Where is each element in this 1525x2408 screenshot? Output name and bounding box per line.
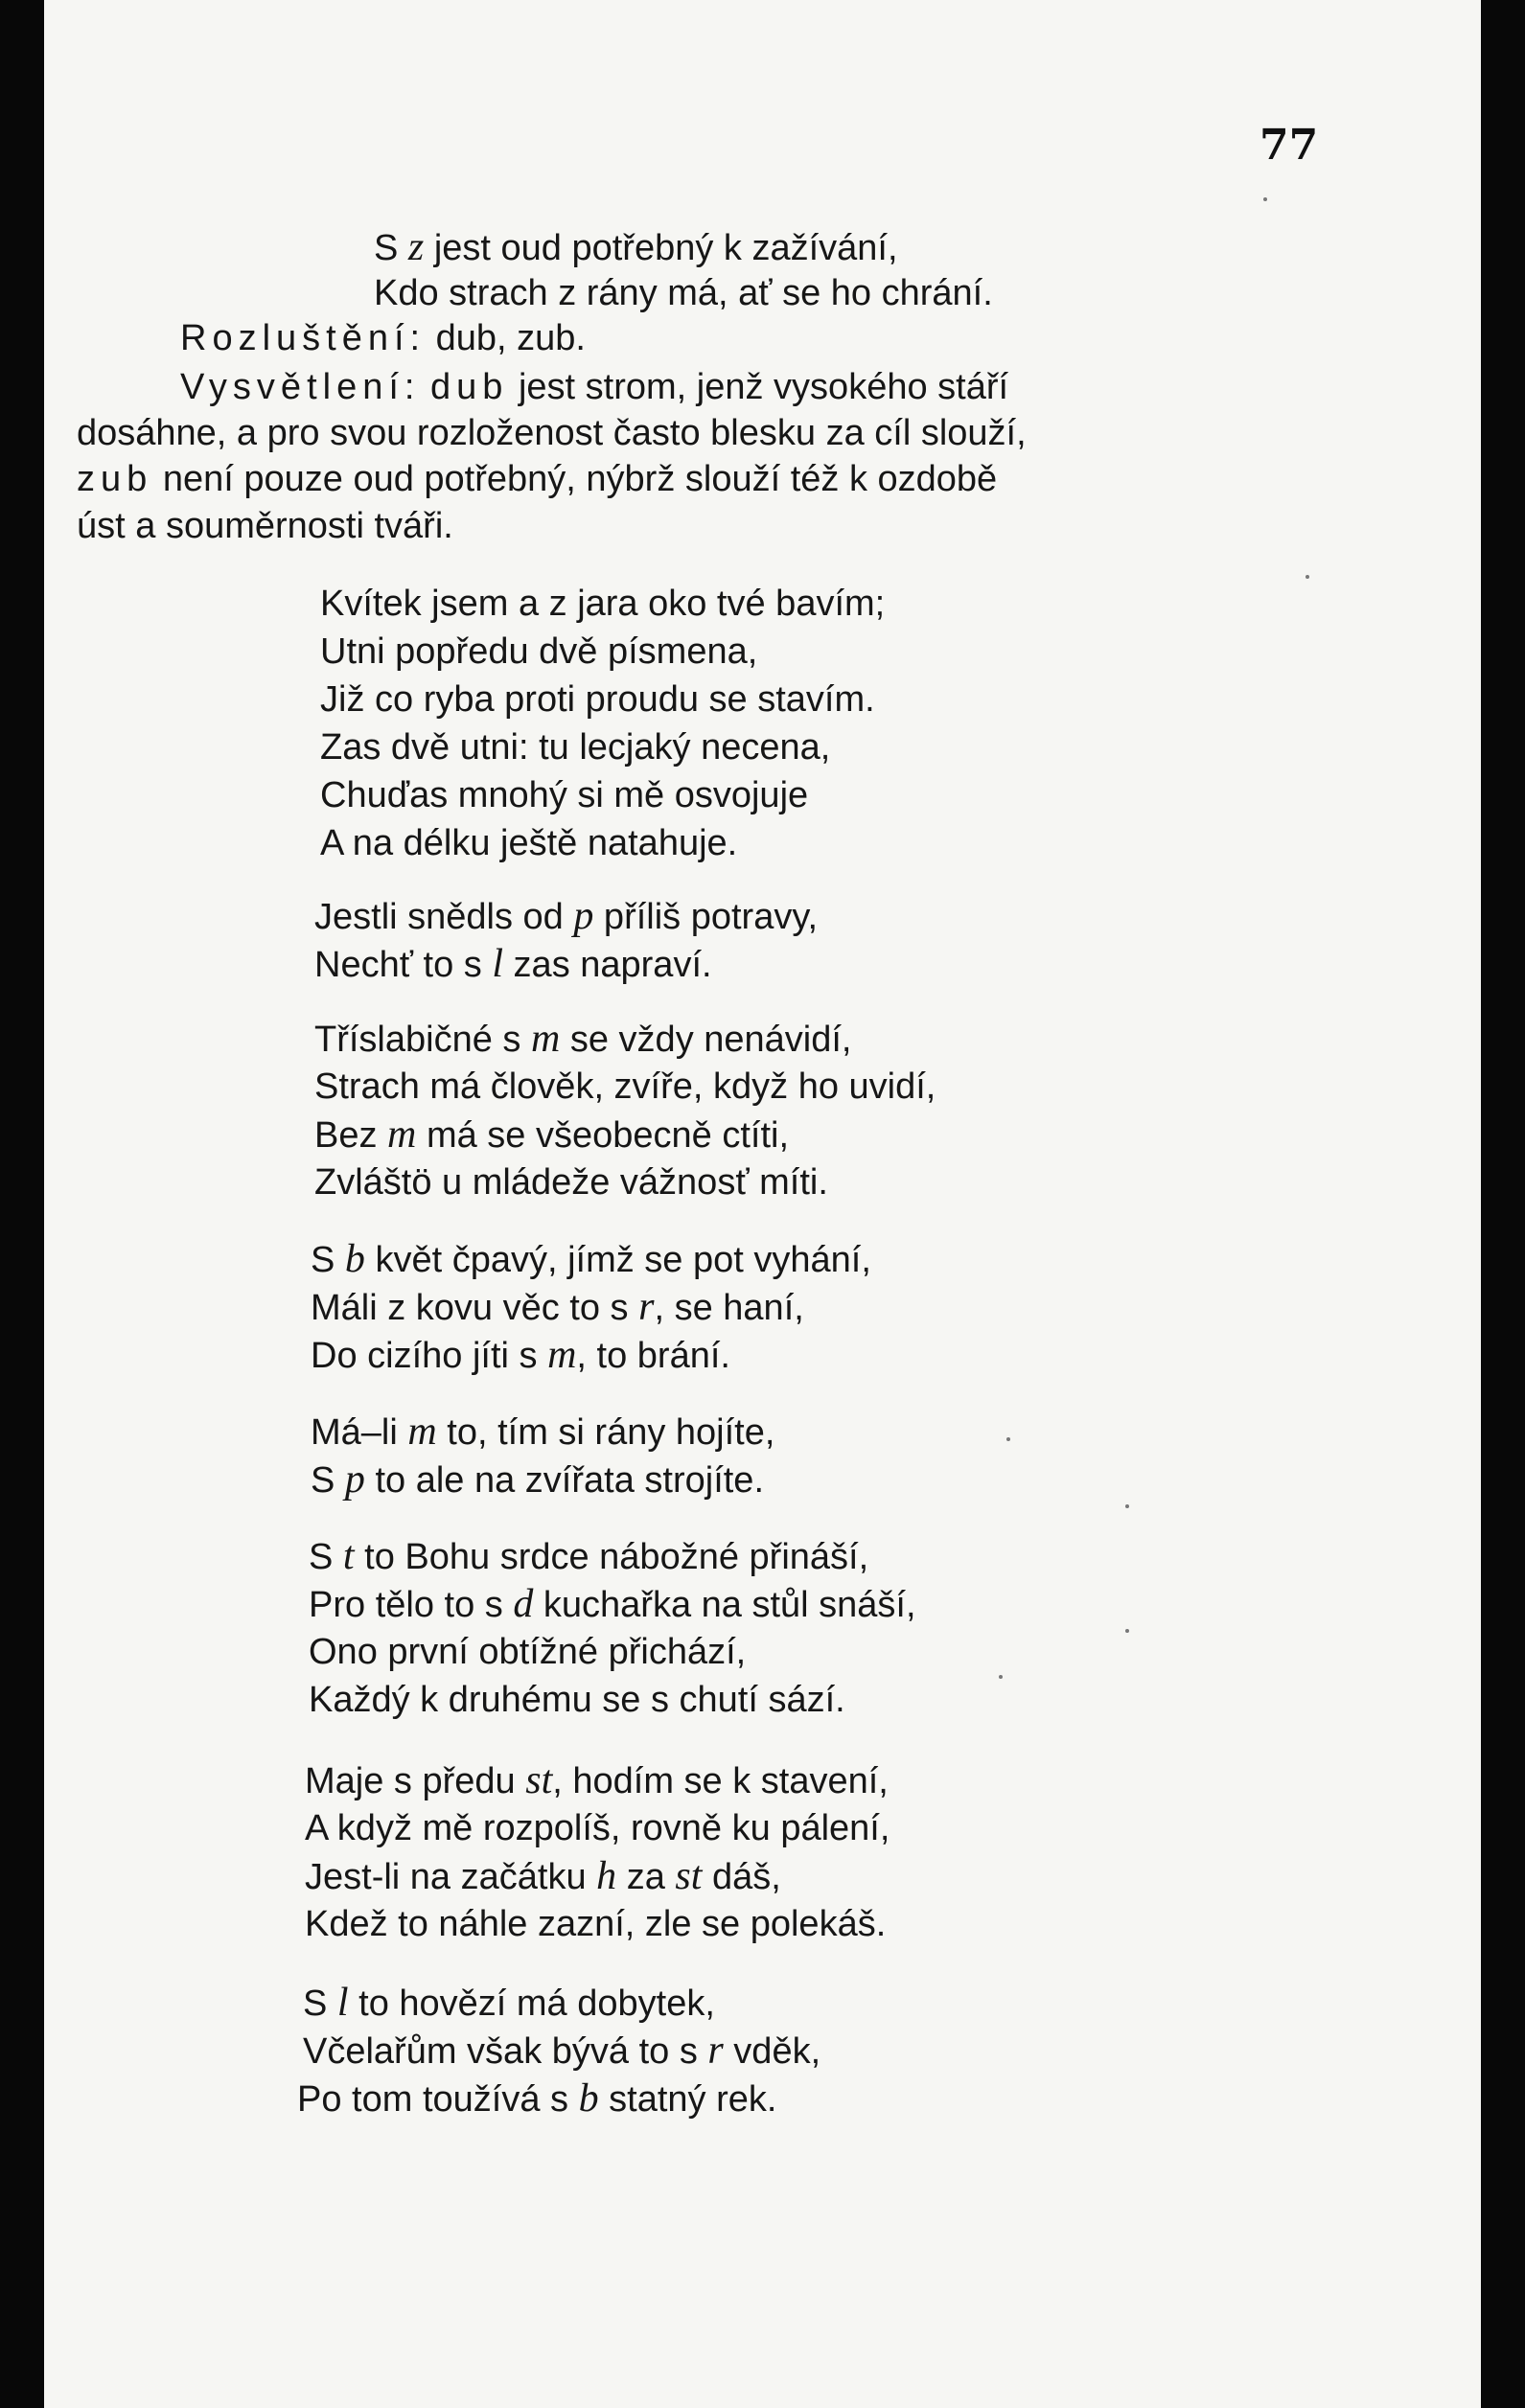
solution-label: Rozluštění: (180, 318, 427, 358)
riddle7-line-2: A když mě rozpolíš, rovně ku pálení, (305, 1808, 890, 1848)
book-page (44, 0, 1481, 2408)
riddle2-line-2: Nechť to s l zas napraví. (314, 942, 712, 986)
scan-speck (1125, 1629, 1129, 1633)
riddle7-line-1: Maje s předu st, hodím se k stavení, (305, 1758, 889, 1802)
scan-speck (999, 1675, 1003, 1679)
riddle1-line-1: Kvítek jsem a z jara oko tvé bavím; (320, 584, 886, 624)
riddle4-line-3: Do cizího jíti s m, to brání. (311, 1333, 730, 1377)
left-scan-border (0, 0, 44, 2408)
riddle6-line-2: Pro tělo to s d kuchařka na stůl snáší, (309, 1582, 916, 1626)
riddle7-line-3: Jest-li na začátku h za st dáš, (305, 1854, 781, 1898)
riddle4-line-2: Máli z kovu věc to s r, se haní, (311, 1285, 804, 1329)
right-scan-border (1481, 0, 1525, 2408)
riddle5-line-1: Má–li m to, tím si rány hojíte, (311, 1410, 775, 1454)
riddle8-line-3: Po tom toužívá s b statný rek. (297, 2076, 777, 2121)
riddle6-line-3: Ono první obtížné přichází, (309, 1632, 747, 1672)
solution-line: Rozluštění: dub, zub. (180, 318, 586, 358)
riddle6-line-1: S t to Bohu srdce nábožné přináší, (309, 1534, 869, 1578)
explanation-line-3: zub není pouze oud potřebný, nýbrž slouží též k ozdobě (77, 459, 998, 499)
riddle3-line-4: Zvláštö u mládeže vážnosť míti. (314, 1162, 828, 1203)
riddle7-line-4: Kdež to náhle zazní, zle se polekáš. (305, 1904, 887, 1944)
scan-speck (1006, 1437, 1010, 1441)
riddle1-line-3: Již co ryba proti proudu se stavím. (320, 679, 875, 720)
explanation-line-4: úst a souměrnosti tváři. (77, 506, 453, 546)
riddle6-line-4: Každý k druhému se s chutí sází. (309, 1680, 845, 1720)
riddle3-line-2: Strach má člověk, zvíře, když ho uvidí, (314, 1066, 936, 1107)
scan-speck (1305, 575, 1309, 579)
intro-line-1: S z jest oud potřebný k zažívání, (374, 225, 898, 269)
intro-line-2: Kdo strach z rány má, ať se ho chrání. (374, 273, 993, 313)
riddle2-line-1: Jestli snědls od p příliš potravy, (314, 894, 819, 938)
riddle1-line-4: Zas dvě utni: tu lecjaký necena, (320, 727, 831, 768)
explanation-line: Vysvětlení: dub jest strom, jenž vysokého stáří (180, 367, 1009, 407)
riddle1-line-5: Chuďas mnohý si mě osvojuje (320, 775, 809, 815)
explanation-label: Vysvětlení: (180, 367, 421, 407)
scan-speck (1263, 197, 1267, 201)
scan-speck (1125, 1504, 1129, 1508)
page-number: 77 (1259, 121, 1319, 170)
riddle4-line-1: S b květ čpavý, jímž se pot vyhání, (311, 1237, 871, 1281)
riddle1-line-2: Utni popředu dvě písmena, (320, 631, 758, 672)
riddle3-line-1: Tříslabičné s m se vždy nenávidí, (314, 1017, 852, 1061)
riddle1-line-6: A na délku ještě natahuje. (320, 823, 738, 863)
riddle5-line-2: S p to ale na zvířata strojíte. (311, 1457, 764, 1502)
riddle8-line-1: S l to hovězí má dobytek, (303, 1981, 715, 2025)
explanation-line-2: dosáhne, a pro svou rozloženost často blesku za cíl slouží, (77, 413, 1027, 453)
riddle8-line-2: Včelařům však bývá to s r vděk, (303, 2029, 821, 2073)
riddle3-line-3: Bez m má se všeobecně ctíti, (314, 1112, 790, 1157)
